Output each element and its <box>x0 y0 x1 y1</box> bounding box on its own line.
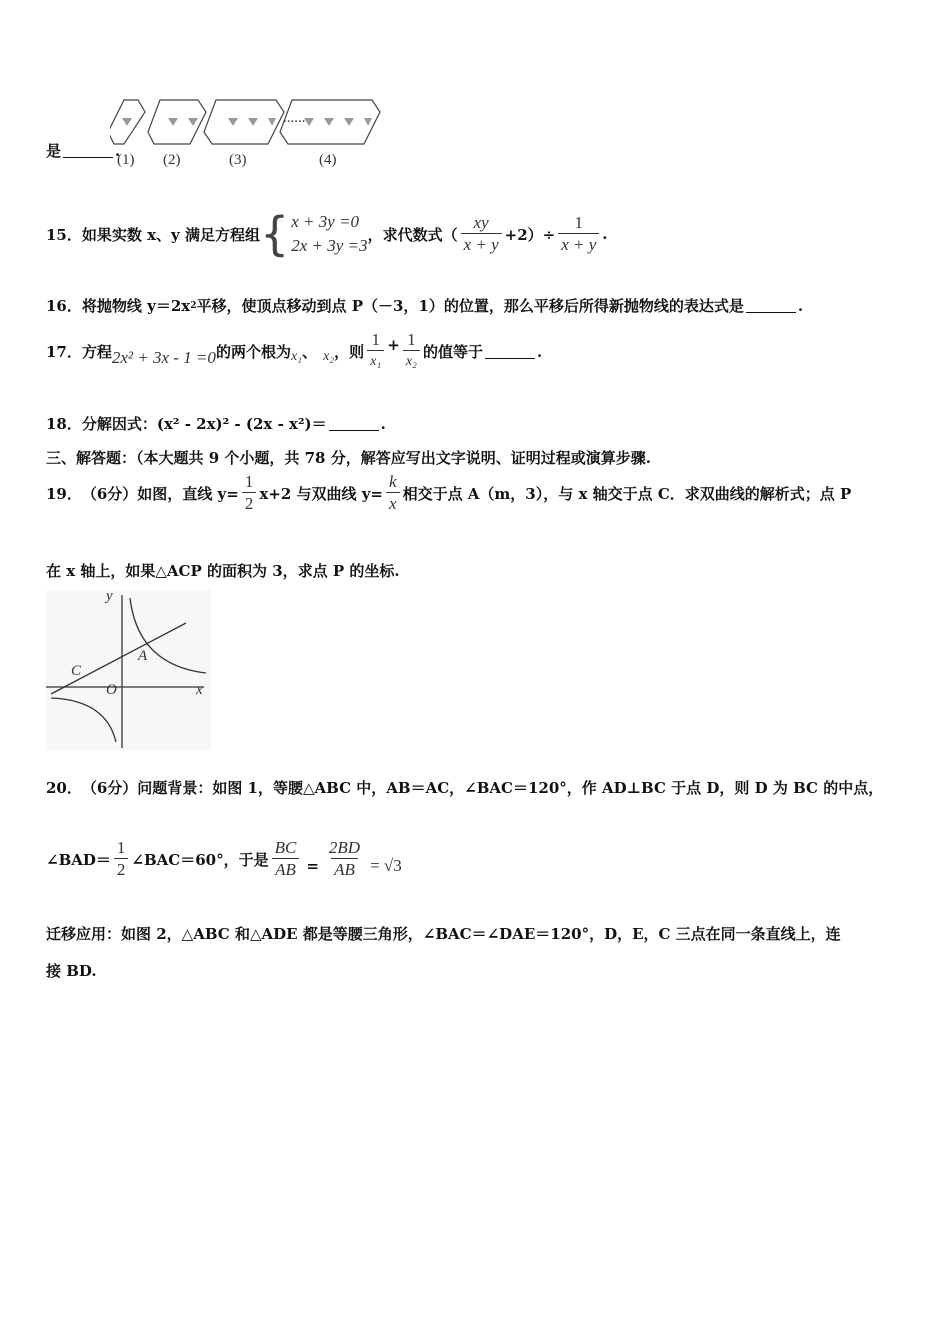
q14-suffix: . <box>115 141 121 160</box>
figure-label-3: (3) <box>229 152 247 168</box>
period: . <box>797 296 804 315</box>
question-text: 的值等于 <box>422 343 483 361</box>
hexagon-pattern-figure <box>110 98 390 146</box>
numerator: 2BD <box>328 838 361 857</box>
question-19-line-2 <box>46 560 400 581</box>
question-text: 平移，使顶点移动到点 P（－3，1）的位置，那么平移后所得新抛物线的表达式是 <box>196 297 744 315</box>
denominator: x <box>386 492 400 515</box>
question-text: 在 x 轴上，如果△ACP 的面积为 3，求点 P 的坐标. <box>46 562 400 580</box>
numerator: 1 <box>371 330 380 349</box>
numerator: 1 <box>244 472 254 491</box>
question-text: 相交于点 A（m，3），与 x 轴交于点 C．求双曲线的解析式；点 P <box>402 485 852 503</box>
question-17 <box>46 330 542 373</box>
question-text: ，求代数式（ <box>367 225 458 244</box>
root-x2: x₂ <box>323 348 335 364</box>
answer-blank <box>63 143 113 158</box>
fraction <box>558 213 599 256</box>
answer-blank <box>746 298 796 313</box>
numerator: 1 <box>407 330 416 349</box>
figure-label-4: (4) <box>319 152 337 168</box>
y-axis-label: y <box>106 588 113 604</box>
question-18 <box>46 413 386 434</box>
fraction <box>114 838 129 881</box>
section-heading-text: 三、解答题：（本大题共 9 个小题，共 78 分，解答应写出文字说明、证明过程或演算步骤. <box>46 449 651 467</box>
fraction <box>272 838 300 881</box>
figure-label-1: (1) <box>117 152 135 168</box>
equation: 2x² + 3x - 1 =0 <box>111 347 216 367</box>
period: . <box>602 225 608 243</box>
question-text: x+2 与双曲线 y= <box>259 485 384 503</box>
denominator: x + y <box>461 233 502 256</box>
equation-system <box>291 210 367 258</box>
numerator: xy <box>473 212 489 232</box>
question-text: 迁移应用：如图 2，△ABC 和△ADE 都是等腰三角形，∠BAC＝∠DAE＝120°，D，E，C 三点在同一条直线上，连 <box>46 925 841 943</box>
fraction <box>461 213 502 256</box>
denominator: x₁ <box>367 350 384 373</box>
figure-label-2: (2) <box>163 152 181 168</box>
equation: 2x + 3y =3 <box>291 236 368 255</box>
fraction <box>386 472 400 515</box>
question-number: 18． <box>46 415 82 433</box>
question-text: 的两个根为 <box>215 343 291 361</box>
superscript: 2 <box>190 300 197 311</box>
question-number: 16． <box>46 297 82 315</box>
denominator: AB <box>272 858 299 881</box>
question-number: 15． <box>46 225 82 244</box>
denominator: x + y <box>558 233 599 256</box>
question-text: （6分）如图，直线 y= <box>81 485 239 503</box>
question-text: 将抛物线 y＝2x <box>81 297 191 315</box>
denominator: 2 <box>242 492 257 515</box>
question-text: +2）÷ <box>504 225 556 244</box>
period: . <box>380 414 386 433</box>
question-19 <box>46 472 851 515</box>
question-text: ∠BAC＝60°，于是 <box>131 851 269 869</box>
hyperbola-graph-figure <box>46 590 211 750</box>
numerator: BC <box>274 838 297 857</box>
question-text: （6分）问题背景：如图 1，等腰△ABC 中，AB＝AC，∠BAC＝120°，作 AD⊥BC 于点 D，则 D 为 BC 的中点， <box>81 779 884 797</box>
equals-sign: = <box>306 856 319 875</box>
line <box>51 623 186 694</box>
fraction <box>326 838 363 881</box>
plus-sign: + <box>387 335 400 354</box>
denominator: AB <box>331 858 358 881</box>
fraction <box>403 330 420 373</box>
question-text: 分解因式：(x² - 2x)² - (2x - x²)＝ <box>81 415 327 433</box>
q14-prefix: 是 <box>46 142 62 160</box>
question-text: 方程 <box>81 343 112 361</box>
question-number: 20． <box>46 779 82 797</box>
numerator: 1 <box>574 212 583 232</box>
question-number: 17． <box>46 343 82 361</box>
question-text: 如果实数 x、y 满足方程组 <box>81 225 260 244</box>
section-3-heading <box>46 447 651 468</box>
answer-blank <box>485 344 535 359</box>
question-16 <box>46 295 803 316</box>
numerator: 1 <box>116 838 126 857</box>
question-text: ∠BAD＝ <box>46 851 111 869</box>
hyperbola-branch-2 <box>51 698 116 742</box>
root-x1: x₁ <box>290 348 303 364</box>
point-c-label: C <box>71 663 82 679</box>
fraction <box>242 472 257 515</box>
point-a-label: A <box>138 648 148 664</box>
question-number: 19． <box>46 485 82 503</box>
question-text: 接 BD. <box>46 962 97 980</box>
separator: 、 <box>302 343 318 361</box>
question-20-line-4 <box>46 960 97 981</box>
equation: x + 3y =0 <box>291 212 360 231</box>
x-axis-label: x <box>196 682 203 698</box>
origin-label: O <box>106 682 117 698</box>
denominator: x₂ <box>403 350 420 373</box>
period: . <box>536 342 543 361</box>
brace-icon: { <box>259 207 290 261</box>
answer-blank <box>329 416 379 431</box>
numerator: k <box>389 472 397 491</box>
question-20-line-2 <box>46 838 402 881</box>
question-20 <box>46 777 883 798</box>
question-20-line-3 <box>46 923 841 944</box>
denominator: 2 <box>114 858 129 881</box>
question-15 <box>46 207 608 261</box>
sqrt-result: = √3 <box>370 855 402 875</box>
question-text: ，则 <box>334 343 365 361</box>
ellipsis: ...... <box>283 110 306 126</box>
fraction <box>367 330 384 373</box>
